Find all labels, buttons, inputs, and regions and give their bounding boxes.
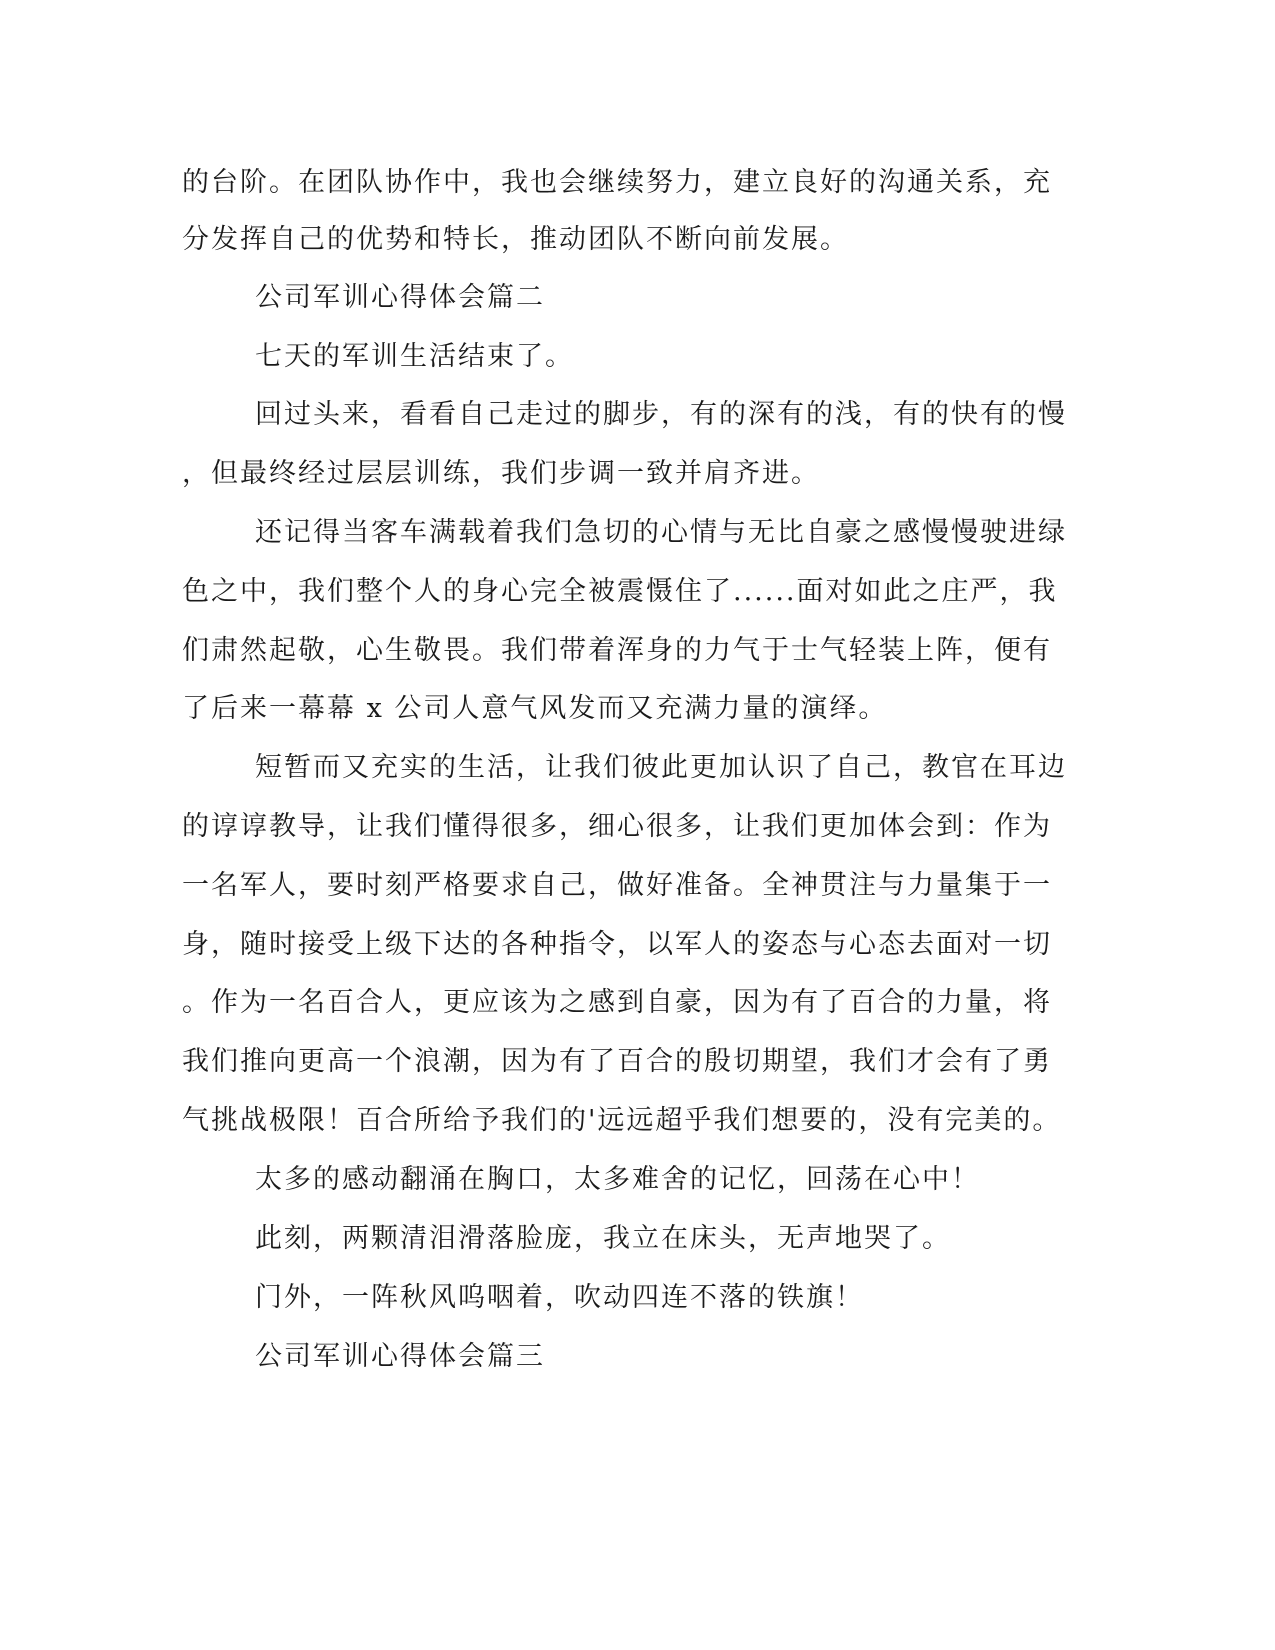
text-line: 身，随时接受上级下达的各种指令，以军人的姿态与心态去面对一切 (182, 929, 1052, 960)
text-line: 短暂而又充实的生活，让我们彼此更加认识了自己，教官在耳边 (255, 752, 1067, 783)
text-line: 太多的感动翻涌在胸口，太多难舍的记忆，回荡在心中！ (255, 1164, 980, 1195)
text-line: 门外，一阵秋风呜咽着，吹动四连不落的铁旗！ (255, 1282, 864, 1313)
text-line: 分发挥自己的优势和特长，推动团队不断向前发展。 (182, 224, 849, 255)
text-line: 了后来一幕幕 x 公司人意气风发而又充满力量的演绎。 (182, 693, 888, 724)
text-line: 还记得当客车满载着我们急切的心情与无比自豪之感慢慢驶进绿 (255, 517, 1067, 548)
text-line: 此刻，两颗清泪滑落脸庞，我立在床头，无声地哭了。 (255, 1223, 951, 1254)
section-heading: 公司军训心得体会篇二 (255, 282, 545, 313)
text-line: 们肃然起敬，心生敬畏。我们带着浑身的力气于士气轻装上阵，便有 (182, 635, 1052, 666)
text-line: 的谆谆教导，让我们懂得很多，细心很多，让我们更加体会到：作为 (182, 811, 1052, 842)
text-line: 的台阶。在团队协作中，我也会继续努力，建立良好的沟通关系，充 (182, 167, 1052, 198)
text-line: 七天的军训生活结束了。 (255, 341, 574, 372)
text-line: 我们推向更高一个浪潮，因为有了百合的殷切期望，我们才会有了勇 (182, 1046, 1052, 1077)
text-line: 气挑战极限！百合所给予我们的'远远超乎我们想要的，没有完美的。 (182, 1105, 1062, 1136)
text-line: 一名军人，要时刻严格要求自己，做好准备。全神贯注与力量集于一 (182, 870, 1052, 901)
text-line: 。作为一名百合人，更应该为之感到自豪，因为有了百合的力量，将 (182, 987, 1052, 1018)
section-heading: 公司军训心得体会篇三 (255, 1341, 545, 1372)
text-line: 色之中，我们整个人的身心完全被震慑住了......面对如此之庄严，我 (182, 576, 1058, 607)
text-line: ，但最终经过层层训练，我们步调一致并肩齐进。 (182, 458, 820, 489)
text-line: 回过头来，看看自己走过的脚步，有的深有的浅，有的快有的慢 (255, 399, 1067, 430)
